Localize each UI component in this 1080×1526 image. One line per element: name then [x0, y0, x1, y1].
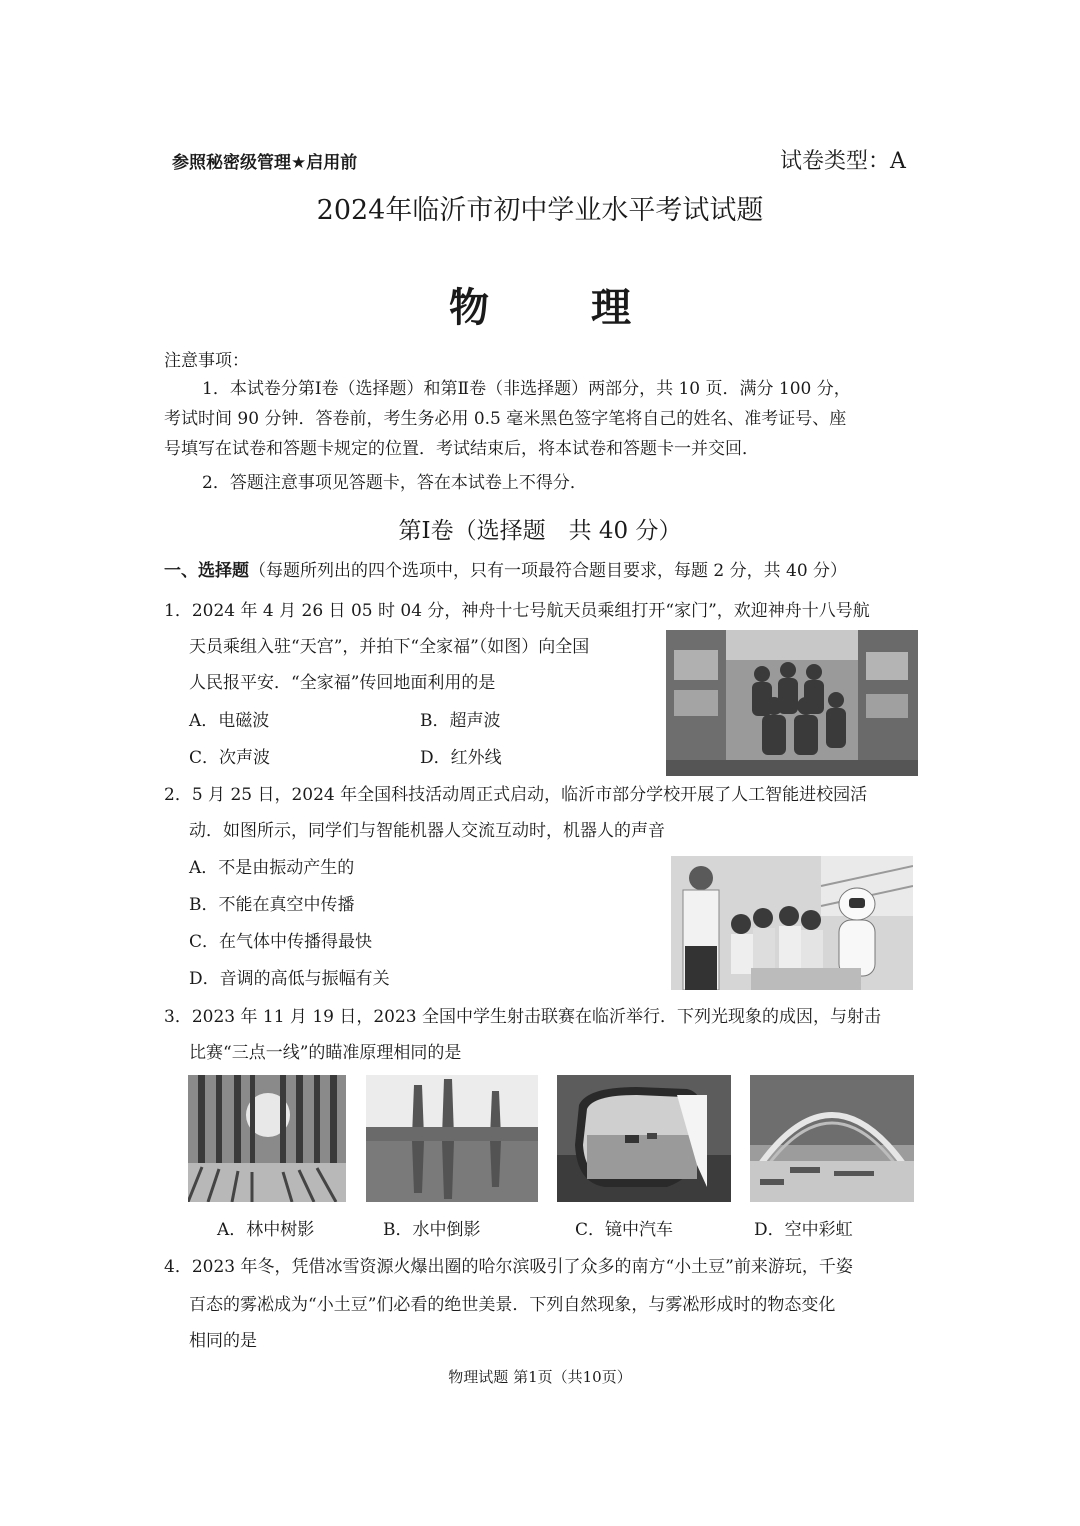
q2-option-b: B．不能在真空中传播	[189, 895, 355, 915]
notice-item1-line3: 号填写在试卷和答题卡规定的位置．考试结束后，将本试卷和答题卡一并交回．	[164, 439, 759, 459]
q3-forest-shadow-photo	[188, 1075, 346, 1202]
q3-option-c: C．镜中汽车	[575, 1220, 674, 1240]
q1-stem-line2: 天员乘组入驻“天宫”，并拍下“全家福”（如图）向全国	[189, 637, 590, 657]
q1-option-c: C．次声波	[189, 748, 271, 768]
notice-item1-line2: 考试时间 90 分钟．答卷前，考生务必用 0.5 毫米黑色签字笔将自己的姓名、准考证号、座	[164, 409, 847, 429]
subject-title: 物 理	[449, 285, 675, 331]
q2-option-d: D．音调的高低与振幅有关	[189, 969, 390, 989]
part-one-instructions	[164, 556, 847, 581]
notice-item1-line1: 1．本试卷分第Ⅰ卷（选择题）和第Ⅱ卷（非选择题）两部分，共 10 页．满分 100 分，	[202, 379, 851, 399]
q3-rainbow-photo	[750, 1075, 914, 1202]
q3-water-reflection-photo	[366, 1075, 538, 1202]
q4-stem-line3: 相同的是	[189, 1331, 257, 1351]
secrecy-label: 参照秘密级管理★启用前	[172, 153, 358, 173]
q1-option-a: A．电磁波	[189, 711, 270, 731]
q3-option-d: D．空中彩虹	[754, 1220, 853, 1240]
q3-stem-line1: 3．2023 年 11 月 19 日，2023 全国中学生射击联赛在临沂举行．下列光现象的成因，与射击	[164, 1007, 882, 1027]
page-footer: 物理试题 第1页（共10页）	[448, 1368, 632, 1386]
q4-stem-line2: 百态的雾凇成为“小土豆”们必看的绝世美景．下列自然现象，与雾凇形成时的物态变化	[189, 1295, 836, 1315]
q2-option-c: C．在气体中传播得最快	[189, 932, 373, 952]
notice-item2: 2．答题注意事项见答题卡，答在本试卷上不得分．	[202, 473, 587, 493]
q3-option-b: B．水中倒影	[383, 1220, 481, 1240]
q1-stem-line1: 1．2024 年 4 月 26 日 05 时 04 分，神舟十七号航天员乘组打开“家门”，欢迎神舟十八号航	[164, 601, 870, 621]
q1-stem-line3: 人民报平安．“全家福”传回地面利用的是	[189, 673, 496, 693]
part-one-desc: （每题所列出的四个选项中，只有一项最符合题目要求，每题 2 分，共 40 分）	[249, 561, 848, 581]
q1-option-d: D．红外线	[420, 748, 502, 768]
paper-type: 试卷类型：A	[780, 149, 906, 174]
q2-robot-photo	[671, 856, 913, 990]
exam-title: 2024年临沂市初中学业水平考试试题	[316, 195, 764, 226]
q3-option-a: A．林中树影	[217, 1220, 315, 1240]
section-title: 第Ⅰ卷（选择题 共 40 分）	[398, 518, 682, 544]
q2-option-a: A．不是由振动产生的	[189, 858, 355, 878]
notice-heading: 注意事项：	[164, 351, 249, 371]
q3-car-mirror-photo	[557, 1075, 731, 1202]
q2-stem-line2: 动．如图所示，同学们与智能机器人交流互动时，机器人的声音	[189, 821, 665, 841]
q3-stem-line2: 比赛“三点一线”的瞄准原理相同的是	[189, 1043, 462, 1063]
q2-stem-line1: 2．5 月 25 日，2024 年全国科技活动周正式启动，临沂市部分学校开展了人工智能进校园活	[164, 785, 868, 805]
q4-stem-line1: 4．2023 年冬，凭借冰雪资源火爆出圈的哈尔滨吸引了众多的南方“小土豆”前来游玩，千姿	[164, 1257, 853, 1277]
q1-astronaut-photo	[666, 630, 918, 776]
q1-option-b: B．超声波	[420, 711, 501, 731]
part-one-label: 一、选择题	[164, 561, 249, 581]
